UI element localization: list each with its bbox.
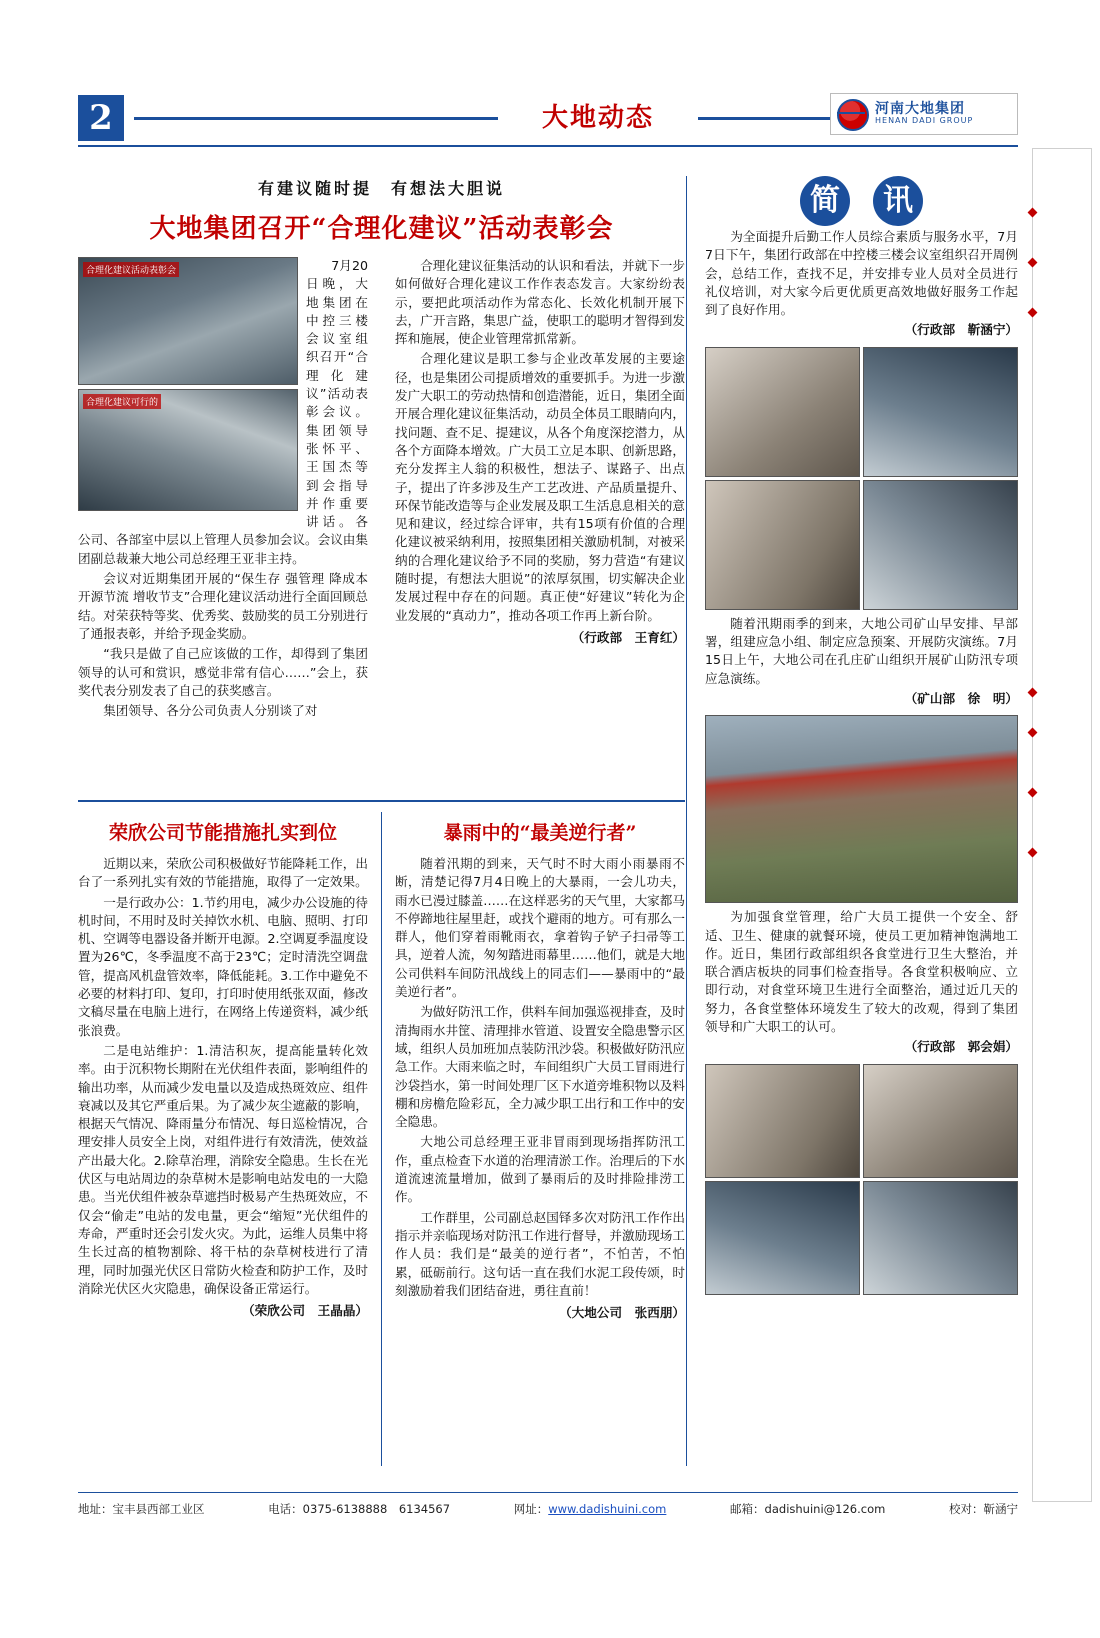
article-photo-meeting [78,257,298,385]
article-main-headline: 大地集团召开“合理化建议”活动表彰会 [149,214,614,244]
article-photo-award [78,389,298,511]
paragraph: 合理化建议是职工参与企业改革发展的主要途径，也是集团公司提质增效的重要抓手。为进一步激发广大职工的劳动热情和创造潜能，近日，集团全面开展合理化建议征集活动，动员全体员工眼睛向内，找问题、查不足、提建议，从各个角度深挖潜力，从各个方面降本增效。广大员工立足本职、创新思路，充分发挥主人翁的积极性，想法子、谋路子、出点子，提出了许多涉及生产工艺改进、产品质量提升、环保节能改造等与企业发展及职工生活息息相关的意见和建议，经过综合评审，共有15项有价值的合理化建议被采纳利用，按照集团相关激励机制，对被采纳的合理化建议给予不同的奖励，努力营造“有建议随时提，有想法大胆说”的浓厚氛围，切实解决企业发展过程中存在的问题。真正使“好建议”转化为企业发展的“真动力”，推动各项工作再上新台阶。 [395,351,685,623]
article-rongxin [78,818,368,1319]
column-rule [381,812,382,1466]
article-main-column-left [78,257,368,722]
photo-caption: 合理化建议活动表彰会 [83,262,179,277]
article-rongxin-signature: （荣欣公司 王晶晶） [242,1303,368,1319]
brief-3-signature: （行政部 郭会娟） [904,1039,1018,1055]
article-rongxin-headline: 荣欣公司节能措施扎实到位 [108,822,337,844]
brief-item-3 [705,908,1018,1056]
paragraph: 随着汛期雨季的到来，大地公司矿山早安排、早部署，组建应急小组、制定应急预案、开展防灾演练。7月15日上午，大地公司在孔庄矿山组织开展矿山防汛专项应急演练。 [705,615,1018,686]
globe-icon [837,99,869,131]
section-divider [78,800,685,802]
paragraph: 会议对近期集团开展的“保生存 强管理 降成本 开源节流 增收节支”合理化建议活动进行全面回顾总结。对荣获特等奖、优秀奖、鼓励奖的员工分别进行了通报表彰，并给予现金奖励。 [78,571,368,641]
photo-caption: 合理化建议可行的 [83,394,161,409]
photo-canteen-2 [863,1064,1018,1178]
photo-training-2 [863,347,1018,477]
logo-name-cn: 河南大地集团 [875,101,965,117]
footer-website [514,1501,667,1517]
brief-3-photos [705,1064,1018,1295]
brief-1-signature: （行政部 靳涵宁） [904,322,1018,338]
brief-1-photos [705,347,1018,610]
paragraph: 近期以来，荣欣公司积极做好节能降耗工作，出台了一系列扎实有效的节能措施，取得了一定效果。 [78,856,368,890]
footer-address: 地址：宝丰县西部工业区 [78,1502,205,1516]
logo-name-en: HENAN DADI GROUP [875,116,974,125]
paragraph: 一是行政办公：1.节约用电，减少办公设施的待机时间，不用时及时关掉饮水机、电脑、照明、打印机、空调等电器设备并断开电源。2.空调夏季温度设置为26℃，冬季温度不高于23℃；定时清洗空调盘管，提高风机盘管效率，降低能耗。3.工作中避免不必要的材料打印、复印，打印时使用纸张双面，修改文稿尽量在电脑上进行，在网络上传递资料，减少纸张浪费。 [78,894,368,1038]
paragraph: 随着汛期的到来，天气时不时大雨小雨暴雨不断，清楚记得7月4日晚上的大暴雨，一会儿功夫，雨水已漫过膝盖……在这样恶劣的天气里，大家都马不停蹄地往屋里赶，或找个避雨的地方。可有那么一群人，他们穿着雨靴雨衣，拿着钩子铲子扫帚等工具，逆着人流，匆匆踏进雨幕里……他们，就是大地公司供料车间防汛战线上的同志们——暴雨中的“最美逆行者”。 [395,856,685,1000]
article-rainstorm [395,818,685,1321]
briefs-banner-char-2: 讯 [873,176,923,226]
article-rainstorm-headline: 暴雨中的“最美逆行者” [443,822,637,844]
column-rule [686,176,687,1466]
photo-canteen-3 [705,1181,860,1295]
page-title: 大地动态 [498,103,698,133]
footer-website-label: 网址： [513,1502,549,1516]
brief-2-signature: （矿山部 徐 明） [904,690,1018,706]
paragraph: 大地公司总经理王亚非冒雨到现场指挥防汛工作，重点检查下水道的治理清淤工作。治理后的下水道流速流量增加，做到了暴雨后的及时排险排涝工作。 [395,1134,685,1205]
paragraph: 7月20日晚，大地集团在中控三楼会议室组织召开“合理化建议”活动表彰会议。集团领导张怀平、王国杰等到会指导并作重要讲话。各公司、各部室中层以上管理人员参加会议。会议由集团副总裁兼大地公司总经理王亚非主持。 [78,258,368,566]
article-main-signature: （行政部 王育红） [571,629,685,645]
paragraph: 为做好防汛工作，供料车间加强巡视排查，及时清掏雨水井筐、清理排水管道、设置安全隐患警示区域，组织人员加班加点装防汛沙袋。积极做好防汛应急工作。大雨来临之时，车间组织广大员工冒雨进行沙袋挡水，第一时间处理厂区下水道旁堆积物以及料棚和房檐危险彩瓦，全力减少职工出行和工作中的安全隐患。 [395,1004,685,1130]
footer-phone: 电话：0375-6138888 6134567 [268,1502,451,1516]
paragraph: 工作群里，公司副总赵国铎多次对防汛工作作出指示并亲临现场对防汛工作进行督导，并激励现场工作人员：我们是“最美的逆行者”，不怕苦，不怕累，砥砺前行。这句话一直在我们水泥工段传颂，时刻激励着我们团结奋进，勇往直前！ [395,1209,685,1298]
photo-training-4 [863,480,1018,610]
page-number: 2 [78,95,124,141]
article-main-kicker: 有建议随时提 有想法大胆说 [257,179,505,198]
article-main [78,176,685,837]
brief-item-2 [705,615,1018,708]
photo-training-1 [705,347,860,477]
photo-canteen-4 [863,1181,1018,1295]
footer-rule [78,1492,1018,1493]
article-main-column-right [395,257,685,646]
briefs-banner-char-1: 简 [800,176,850,226]
footer-proofreader: 校对：靳涵宁 [949,1502,1018,1516]
paragraph: 二是电站维护：1.清洁积灰，提高能量转化效率。由于沉积物长期附在光伏组件表面，影响组件的输出功率，从而减少发电量以及造成热斑效应、组件衰减以及其它严重后果。为了减少灰尘遮蔽的影响，根据天气情况、降雨量分布情况、每日巡检情况，合理安排人员安全上岗，对组件进行有效清洗，使效益产出最大化。2.除草治理，消除安全隐患。生长在光伏区与电站周边的杂草树木是影响电站发电的一大隐患。当光伏组件被杂草遮挡时极易产生热斑效应，不仅会“偷走”电站的发电量，更会“缩短”光伏组件的寿命，严重时还会引发火灾。为此，运维人员集中将生长过高的植物割除、将干枯的杂草树枝进行了清理，同时加强光伏区日常防火检查和防护工作，及时消除光伏区火灾隐患，确保设备正常运行。 [78,1042,368,1296]
paragraph: 合理化建议征集活动的认识和看法，并就下一步如何做好合理化建议工作作表态发言。大家纷纷表示，要把此项活动作为常态化、长效化机制开展下去，广开言路，集思广益，使职工的聪明才智得到发挥和施展，使企业管理常抓常新。 [395,258,685,347]
paragraph: 集团领导、各分公司负责人分别谈了对 [103,703,318,719]
footer-website-link[interactable]: www.dadishuini.com [548,1502,667,1516]
paragraph: 为全面提升后勤工作人员综合素质与服务水平，7月7日下午，集团行政部在中控楼三楼会议室组织召开周例会，总结工作，查找不足，并安排专业人员对全员进行礼仪培训，对大家今后更优质更高效地做好服务工作起到了良好作用。 [705,229,1018,318]
footer-email: 邮箱：dadishuini@126.com [730,1502,886,1516]
masthead [78,95,1018,157]
paragraph: 为加强食堂管理，给广大员工提供一个安全、舒适、卫生、健康的就餐环境，使员工更加精神饱满地工作。近日，集团行政部组织各食堂进行卫生大整治，并联合酒店板块的同事们检查指导。各食堂积极响应、立即行动，对食堂环境卫生进行全面整治，通过近几天的努力，各食堂整体环境发生了较大的改观，得到了集团领导和广大职工的认可。 [705,909,1018,1035]
paragraph: “我只是做了自己应该做的工作，却得到了集团领导的认可和赏识，感觉非常有信心……”会上，获奖代表分别发表了自己的获奖感言。 [78,646,368,698]
company-logo [830,93,1018,135]
photo-training-3 [705,480,860,610]
photo-flood-drill [705,715,1018,903]
edge-decoration [1032,148,1092,1502]
article-rainstorm-signature: （大地公司 张西朋） [559,1305,685,1321]
page-footer [78,1492,1018,1517]
brief-item-1 [705,228,1018,340]
photo-canteen-1 [705,1064,860,1178]
briefs-banner [705,176,1018,228]
briefs-column [705,176,1018,1300]
masthead-rule-bottom [78,145,1018,147]
